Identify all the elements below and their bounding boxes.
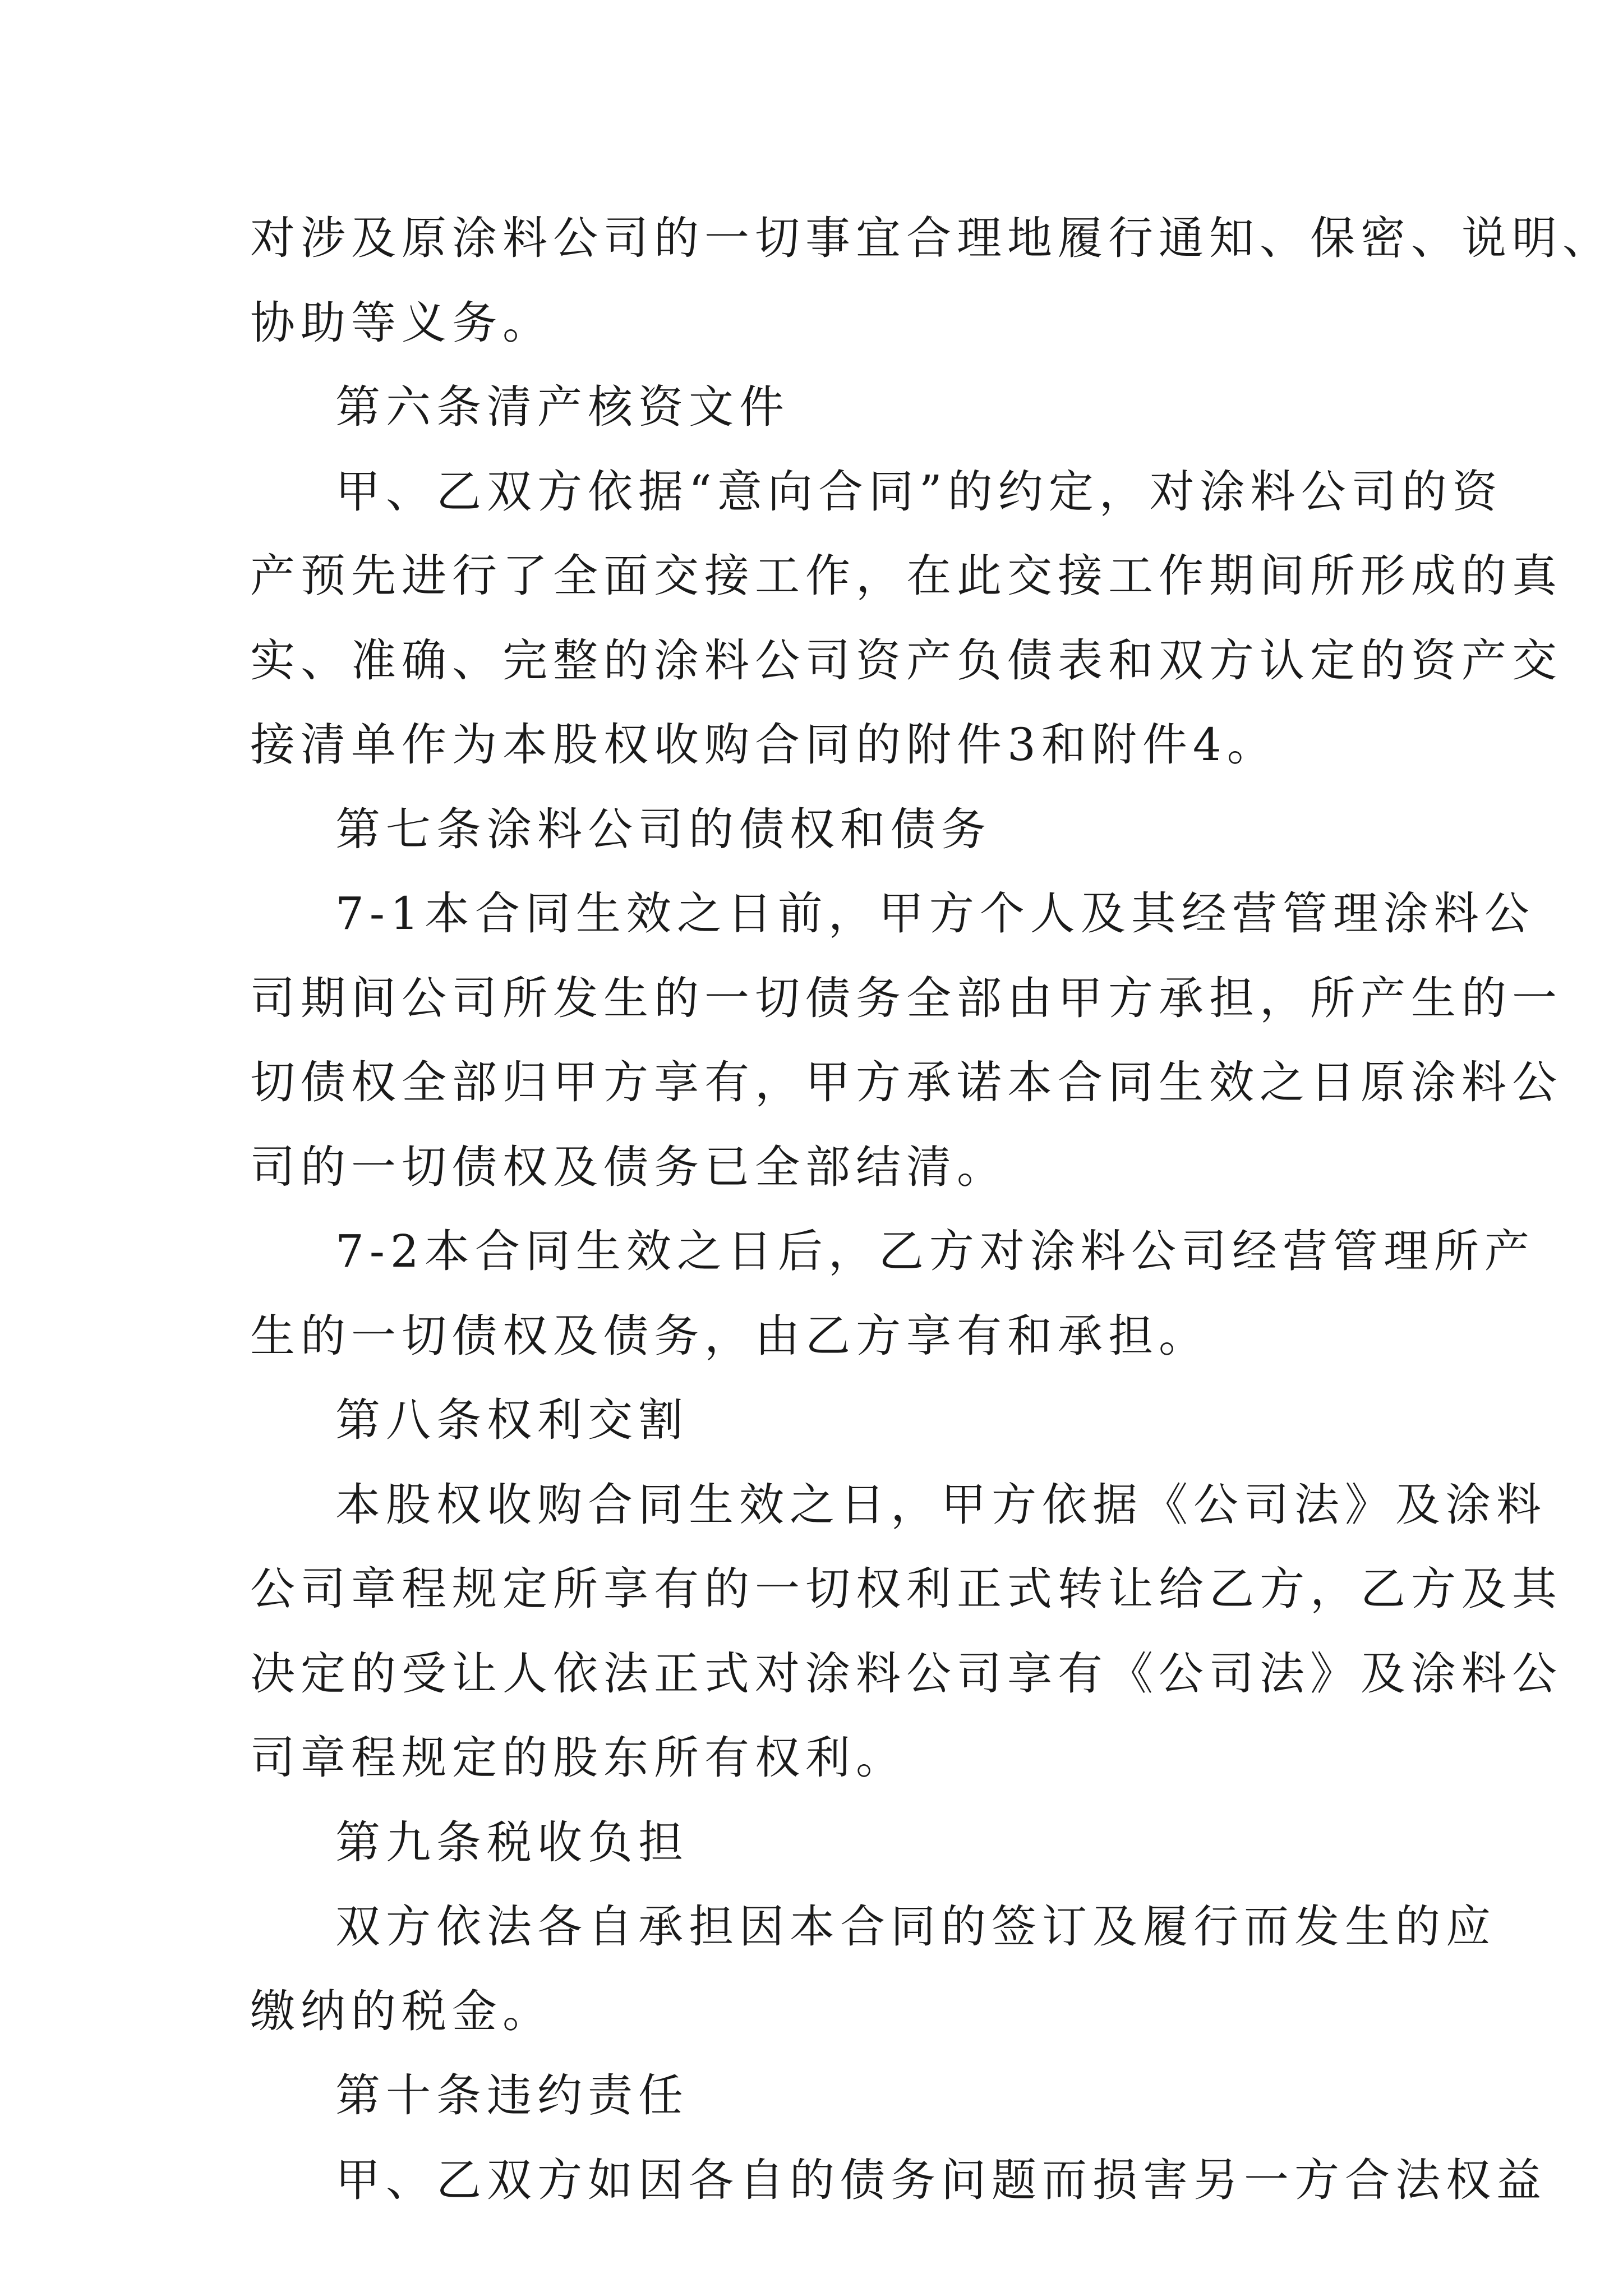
text-line: 协助等义务。 [250,296,553,349]
section-heading: 第七条涂料公司的债权和债务 [335,803,992,855]
text-line: 7-2本合同生效之日后，乙方对涂料公司经营管理所产 [335,1225,1535,1277]
text-line: 缴纳的税金。 [250,1985,553,2037]
text-line: 司的一切债权及债务已全部结清。 [250,1140,1007,1193]
text-line: 产预先进行了全面交接工作，在此交接工作期间所形成的真 [250,550,1562,602]
text-line: 本股权收购合同生效之日，甲方依据《公司法》及涂料 [335,1478,1547,1531]
text-line: 实、准确、完整的涂料公司资产负债表和双方认定的资产交 [250,634,1562,687]
section-heading: 第六条清产核资文件 [335,381,790,433]
text-line: 7-1本合同生效之日前，甲方个人及其经营管理涂料公 [335,887,1535,940]
text-line: 甲、乙双方如因各自的债务问题而损害另一方合法权益 [335,2154,1547,2206]
text-line: 司期间公司所发生的一切债务全部由甲方承担，所产生的一 [250,972,1562,1024]
text-line: 决定的受让人依法正式对涂料公司享有《公司法》及涂料公 [250,1647,1562,1700]
section-heading: 第十条违约责任 [335,2069,689,2122]
contract-body [250,196,1613,2223]
text-line: 公司章程规定所享有的一切权利正式转让给乙方，乙方及其 [250,1563,1562,1615]
text-line: 司章程规定的股东所有权利。 [250,1732,906,1784]
text-line: 双方依法各自承担因本合同的签订及履行而发生的应 [335,1901,1496,1953]
text-line: 对涉及原涂料公司的一切事宜合理地履行通知、保密、说明、 [250,212,1613,264]
text-line: 切债权全部归甲方享有，甲方承诺本合同生效之日原涂料公 [250,1056,1562,1108]
text-line: 甲、乙双方依据“意向合同”的约定，对涂料公司的资 [335,465,1503,518]
section-heading: 第八条权利交割 [335,1394,689,1446]
text-line: 接清单作为本股权收购合同的附件3和附件4。 [250,719,1278,771]
text-line: 生的一切债权及债务，由乙方享有和承担。 [250,1309,1209,1362]
section-heading: 第九条税收负担 [335,1816,689,1869]
